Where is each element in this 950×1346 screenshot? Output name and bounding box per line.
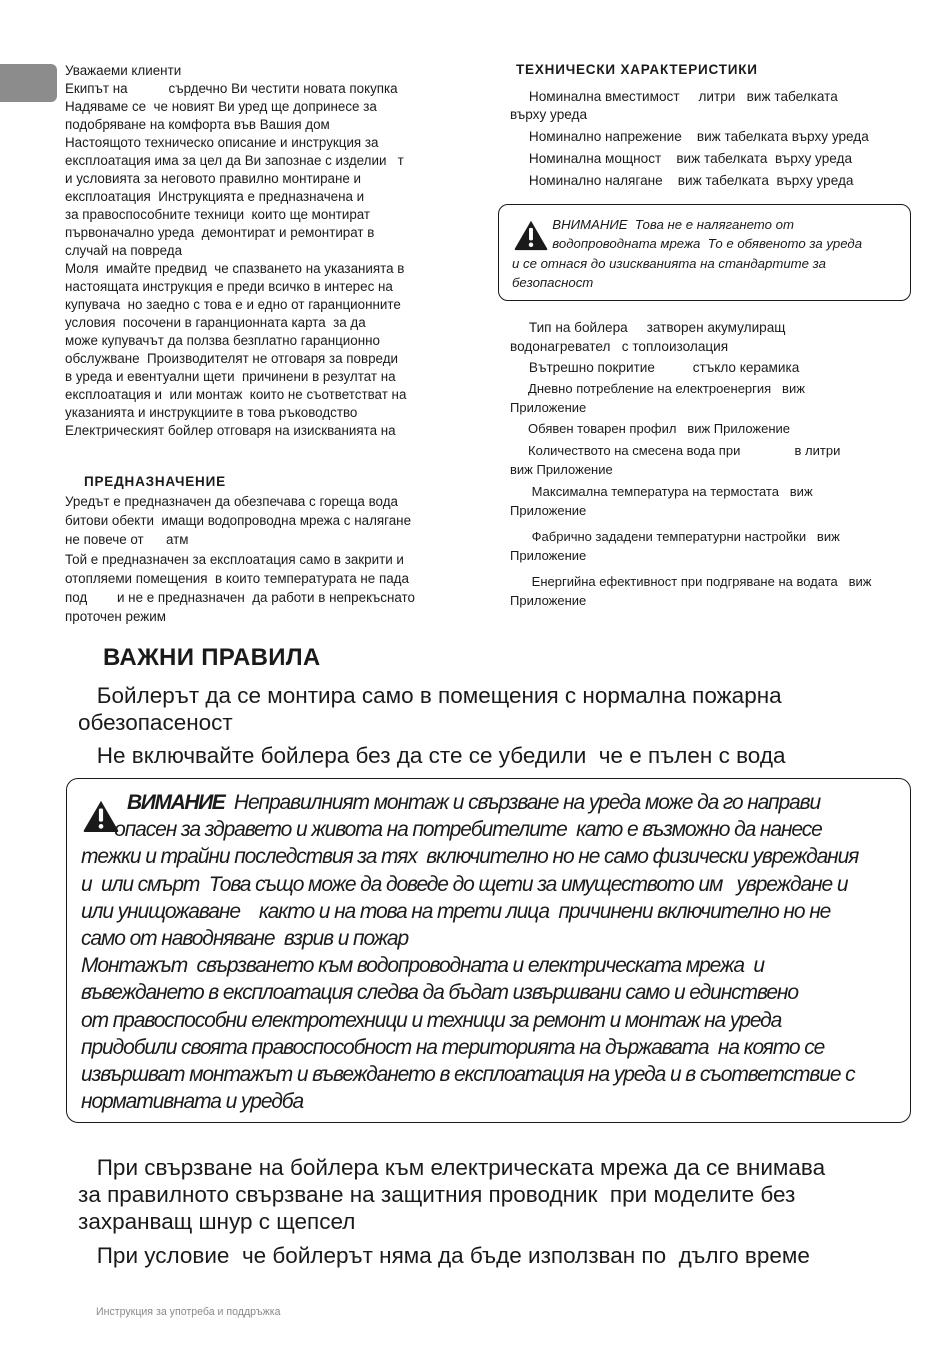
- spec-efficiency: [510, 572, 920, 610]
- intro-line: указанията и инструкциите в това ръководство: [65, 405, 358, 420]
- installation-warning-line: само от наводняване взрив и пожар: [81, 927, 409, 951]
- intro-line: Моля имайте предвид че спазването на указанията в: [65, 261, 405, 276]
- spec-type-line-2: водонагревател с топлоизолация: [510, 339, 729, 354]
- tech-heading: ТЕХНИЧЕСКИ ХАРАКТЕРИСТИКИ: [516, 62, 758, 77]
- intro-line: купувача но заедно с това е и едно от гаранционните: [65, 297, 401, 312]
- intro-text: [65, 62, 480, 440]
- page-edge-tab: [0, 64, 57, 102]
- spec-coating: [510, 358, 920, 377]
- pressure-warning-line: безопасност: [512, 275, 594, 291]
- intro-line: случай на повреда: [65, 243, 183, 258]
- rule-ground-line-1: При свързване на бойлера към електрическата мрежа да се внимава: [78, 1155, 826, 1180]
- pressure-warning-line: и се отнася до изискванията на стандартите за: [512, 255, 826, 271]
- rules-title: ВАЖНИ ПРАВИЛА: [103, 644, 321, 671]
- intro-line: Електрическият бойлер отговаря на изискванията на: [65, 423, 396, 438]
- intro-line: за правоспособните техници които ще монтират: [65, 207, 371, 222]
- intro-line: Екипът на сърдечно Ви честити новата покупка: [65, 81, 398, 96]
- rule-fire-line-1: Бойлерът да се монтира само в помещения с нормална пожарна: [78, 683, 782, 708]
- intro-line: и условията за неговото правилно монтиране и: [65, 171, 362, 186]
- spec-type-line-1: Тип на бойлера затворен акумулиращ: [510, 320, 786, 335]
- installation-warning-line: и или смърт Това също може да доведе до щети за имуществото им увреждане и: [81, 872, 848, 896]
- installation-warning-line: извършват монтажът и въвеждането в експлоатация на уреда и в съответствие с: [81, 1063, 855, 1087]
- spec-mixed-line-2: виж Приложение: [510, 462, 613, 477]
- spec-mixed-line-1: Количеството на смесена вода при в литри: [510, 443, 841, 458]
- spec-factory: [510, 527, 920, 565]
- warning-first-line: [81, 789, 901, 816]
- purpose-line: отопляеми помещения в които температурата не пада: [65, 570, 409, 586]
- warning-first-line-rest: Неправилният монтаж и свързване на уреда може да го направи: [224, 791, 821, 814]
- rule-ground-line-3: захранващ шнур с щепсел: [78, 1209, 356, 1234]
- spec-daily-line-2: Приложение: [510, 400, 587, 415]
- installation-warning-line: от правоспособни електротехници и техници за ремонт и монтаж на уреда: [81, 1008, 782, 1032]
- installation-warning-box: [66, 778, 911, 1123]
- capacity-line-2: върху уреда: [510, 107, 588, 122]
- installation-warning-line: или унищожаване както и на това на трети лица причинени включително но не: [81, 899, 831, 923]
- rule-ground-wire: [78, 1154, 825, 1235]
- spec-coating-line: Вътрешно покритие стъкло керамика: [510, 360, 800, 375]
- spec-efficiency-line-2: Приложение: [510, 593, 587, 608]
- rule-fill-line-1: Не включвайте бойлера без да сте се убедили че е пълен с вода: [78, 743, 786, 768]
- spec-maxtemp: [510, 482, 920, 520]
- spec-mixed: [510, 441, 920, 479]
- tech-list: [510, 88, 920, 190]
- intro-line: в уреда и евентуални щети причинени в резултат на: [65, 369, 396, 384]
- intro-line: обслужване Производителят не отговаря за повреди: [65, 351, 398, 366]
- pressure-warning-line: ВНИМАНИЕ Това не е налягането от: [512, 217, 794, 232]
- installation-warning-text: [81, 789, 901, 1115]
- rule-ground-line-2: за правилното свързване на защитния проводник при моделите без: [78, 1182, 796, 1207]
- voltage-line: Номинално напрежение виж табелката върху уреда: [510, 129, 869, 144]
- pressure-warning-line: водопроводната мрежа То е обявеното за уреда: [512, 236, 863, 252]
- intro-line: експлоатация Инструкцията е предназначена и: [65, 189, 365, 204]
- spec-daily: [510, 379, 920, 417]
- pressure-warning-text: [512, 215, 907, 293]
- installation-warning-line: Монтажът свързването към водопроводната и електрическата мрежа и: [81, 954, 764, 978]
- intro-line: условия посочени в гаранционната карта за да: [65, 315, 366, 330]
- warning-body-lines: [81, 816, 901, 1115]
- purpose-line: Той е предназначен за експлоатация само в закрити и: [65, 551, 404, 567]
- intro-line: Настоящото техническо описание и инструкция за: [65, 135, 379, 150]
- warning-label: ВИМАНИЕ: [127, 791, 225, 814]
- rule-long-unused: [78, 1242, 810, 1269]
- purpose-line: Уредът е предназначен да обезпечава с гореща вода: [65, 494, 398, 509]
- spec-maxtemp-line-1: Максимална температура на термостата виж: [510, 484, 813, 499]
- rule-fire-safety: [78, 682, 782, 736]
- intro-line: може купувачът да ползва безплатно гаранционно: [65, 333, 380, 348]
- purpose-line: проточен режим: [65, 609, 166, 625]
- pressure-warning-box: [498, 204, 911, 301]
- purpose-text: [65, 492, 485, 626]
- purpose-line: под и не е предназначен да работи в непрекъснато: [65, 590, 415, 606]
- power-line: Номинална мощност виж табелката върху уреда: [510, 151, 853, 166]
- spec-daily-line-1: Дневно потребление на електроенергия виж: [510, 381, 805, 396]
- pressure-line: Номинално налягане виж табелката върху уреда: [510, 173, 854, 188]
- purpose-line: битови обекти имащи водопроводна мрежа с налягане: [65, 513, 412, 529]
- intro-line: първоначално уреда демонтират и ремонтират в: [65, 225, 375, 240]
- spec-maxtemp-line-2: Приложение: [510, 503, 587, 518]
- installation-warning-line: придобили своята правоспособност на територията на държавата на която се: [81, 1035, 825, 1059]
- spec-list: [510, 318, 920, 610]
- installation-warning-line: нормативната и уредба: [81, 1090, 304, 1114]
- intro-line: Уважаеми клиенти: [65, 63, 182, 78]
- intro-line: Надяваме се че новият Ви уред ще допринесе за: [65, 99, 377, 114]
- rule-unused-line-1: При условие че бойлерът няма да бъде използван по дълго време: [78, 1243, 810, 1268]
- installation-warning-line: опасен за здравето и живота на потребителите като е възможно да нанесе: [81, 818, 822, 842]
- rule-fill-water: [78, 742, 785, 769]
- spec-profile-line: Обявен товарен профил виж Приложение: [510, 421, 791, 436]
- spec-factory-line-1: Фабрично зададени температурни настройки виж: [510, 529, 840, 544]
- capacity-line-1: Номинална вместимост литри виж табелката: [510, 89, 838, 104]
- purpose-line: не повече от атм: [65, 532, 189, 548]
- installation-warning-line: тежки и трайни последствия за тях включително но не само физически увреждания: [81, 845, 859, 869]
- spec-type: [510, 318, 920, 356]
- spec-factory-line-2: Приложение: [510, 548, 587, 563]
- installation-warning-line: въвеждането в експлоатация следва да бъдат извършвани само и единствено: [81, 981, 798, 1005]
- page-footer: Инструкция за употреба и поддръжка: [96, 1306, 281, 1318]
- spec-efficiency-line-1: Енергийна ефективност при подгряване на водата виж: [510, 574, 872, 589]
- intro-line: експлоатация има за цел да Ви запознае с изделии т: [65, 153, 404, 168]
- intro-line: подобряване на комфорта във Вашия дом: [65, 117, 330, 132]
- intro-line: експлоатация и или монтаж които не съответстват на: [65, 387, 407, 402]
- purpose-heading: ПРЕДНАЗНАЧЕНИЕ: [84, 474, 226, 489]
- spec-profile: [510, 419, 920, 438]
- rule-fire-line-2: обезопасеност: [78, 710, 233, 735]
- intro-line: настоящата инструкция е преди всичко в интерес на: [65, 279, 393, 294]
